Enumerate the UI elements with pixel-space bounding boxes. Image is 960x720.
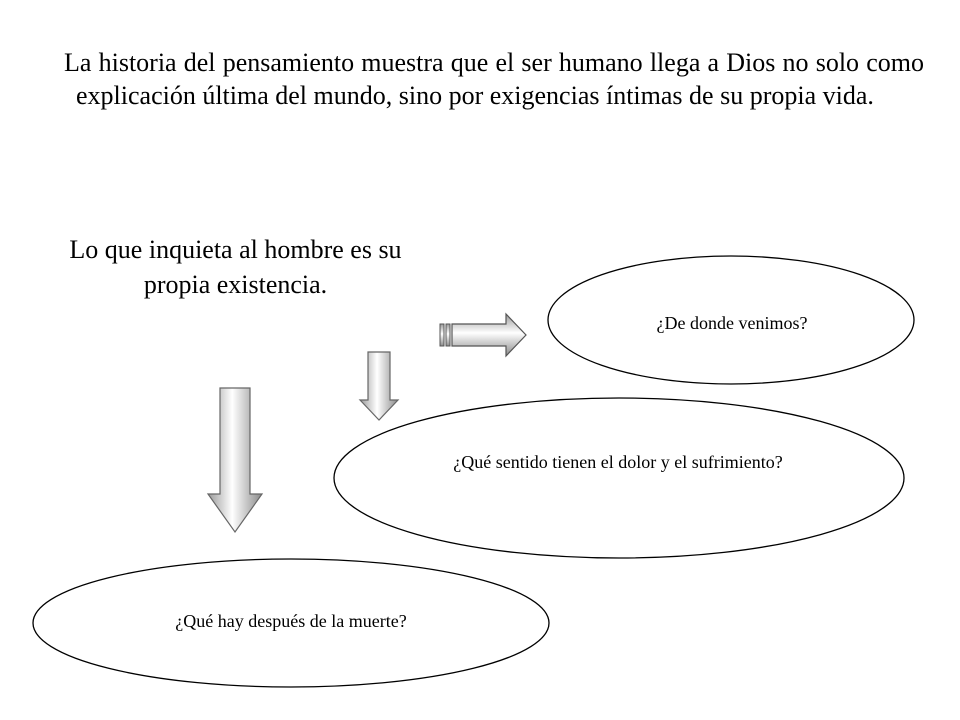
subtitle: Lo que inquieta al hombre es su propia existencia. (69, 235, 402, 299)
arrow-right-icon (440, 314, 526, 356)
arrow-down-small-icon (360, 352, 398, 420)
question-origin: ¿De donde venimos? (656, 313, 808, 333)
question-suffering: ¿Qué sentido tienen el dolor y el sufrimiento? (453, 452, 783, 472)
question-death: ¿Qué hay después de la muerte? (175, 611, 407, 631)
oval-suffering (334, 398, 904, 558)
intro-paragraph: La historia del pensamiento muestra que el ser humano llega a Dios no solo como explicación última del mundo, sino por exigencias íntimas de su propia vida. (64, 48, 924, 110)
arrow-down-large-icon (208, 388, 262, 532)
